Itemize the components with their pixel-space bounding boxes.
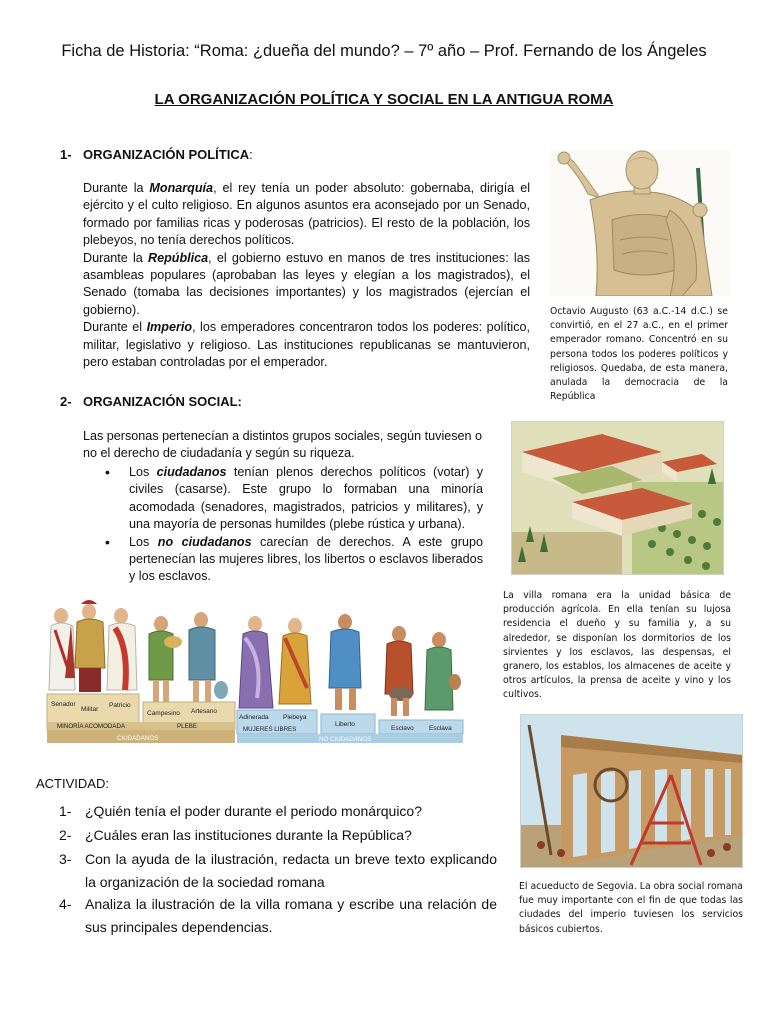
activity-label: ACTIVIDAD: <box>36 776 109 791</box>
figure-liberto <box>329 614 361 710</box>
figure-esclavo <box>385 626 413 716</box>
section2-intro: Las personas pertenecían a distintos grupos sociales, según tuviesen o no el derecho de ciudadanía y según su riqueza. <box>83 429 483 461</box>
acueducto-image <box>520 714 743 868</box>
worksheet-header: Ficha de Historia: “Roma: ¿dueña del mundo? – 7º año – Prof. Fernando de los Ángeles <box>61 42 707 60</box>
label-ciudadanos: CIUDADANOS <box>117 735 159 742</box>
page-title: LA ORGANIZACIÓN POLÍTICA Y SOCIAL EN LA ANTIGUA ROMA <box>154 91 614 108</box>
figure-plebeya <box>279 618 311 704</box>
label-senador: Senador <box>51 701 76 708</box>
villa-caption: La villa romana era la unidad básica de producción agrícola. En ella tenían su lujosa residencia el dueño y su familia y, a su alrededor, se disponían los dormitorios de los sirvientes y los esclavos, las despensas, el granero, los establos, los almacenes de aceite y otros artículos, la prensa de aceite y vino y los cultivos. <box>503 590 731 701</box>
acueducto-caption: El acueducto de Segovia. La obra social romana fue muy importante con el fin de que todas las ciudades del imperio tuviesen los servicios básicos cubiertos. <box>519 881 743 935</box>
label-adinerada: Adinerada <box>239 714 269 721</box>
label-plebeya: Plebeya <box>283 714 307 721</box>
label-mujeres: MUJERES LIBRES <box>243 726 297 733</box>
question-2: 2- ¿Cuáles eran las instituciones durante la República? <box>59 827 412 843</box>
label-no-ciudadanos: NO CIUDADANOS <box>319 736 372 743</box>
label-liberto: Liberto <box>335 721 355 728</box>
figure-esclava <box>425 632 461 710</box>
label-militar: Militar <box>81 706 99 713</box>
label-esclavo: Esclavo <box>391 725 414 732</box>
augusto-statue-image <box>550 150 730 296</box>
figure-patricio <box>107 608 137 690</box>
section1-body <box>83 180 530 371</box>
republica-paragraph: Durante la República, el gobierno estuvo en manos de tres instituciones: las asambleas populares (aprobaban las leyes y elegían a los magistrados), el Senado (tomaba las decisiones importantes) y los magistrados (ejercían el gobierno). <box>83 250 530 317</box>
question-1: 1- ¿Quién tenía el poder durante el periodo monárquico? <box>59 803 422 819</box>
question-4: 4- Analiza la ilustración de la villa romana y escribe una relación de sus principales dependencias. <box>59 896 497 935</box>
social-groups-list <box>129 464 483 586</box>
label-patricio: Patricio <box>109 702 131 709</box>
figure-artesano <box>189 612 228 702</box>
label-esclava: Esclava <box>429 725 452 732</box>
villa-romana-image <box>511 421 724 575</box>
question-3: 3- Con la ayuda de la ilustración, redacta un breve texto explicando la organización de la sociedad romana <box>59 851 497 890</box>
section1-heading: ORGANIZACIÓN POLÍTICA: <box>83 147 253 162</box>
figure-campesino <box>149 616 182 702</box>
figure-adinerada <box>239 616 273 708</box>
augusto-caption: Octavio Augusto (63 a.C.-14 d.C.) se convirtió, en el 27 a.C., en el primer emperador romano. Concentró en su persona todos los poderes políticos y religiosos. Quedaba, de esta manera, anulada la democracia de la República <box>550 306 728 403</box>
imperio-paragraph: Durante el Imperio, los emperadores concentraron todos los poderes: político, militar, legislativo y religioso. Las instituciones republicanas se mantuvieron, pero estaban controladas por el emperador. <box>83 320 531 370</box>
monarquia-paragraph: Durante la Monarquía, el rey tenía un poder absoluto: gobernaba, dirigía el ejército y el culto religioso. En algunos asuntos era aconsejado por un Senado, formado por familias ricas y poderosas (patricios). El resto de la población, los plebeyos, no tenía derechos políticos. <box>83 181 530 248</box>
section1-number: 1- <box>60 147 72 162</box>
label-minoria: MINORÍA ACOMODADA <box>57 723 126 730</box>
label-plebe: PLEBE <box>177 723 197 730</box>
section2-number: 2- <box>60 394 72 409</box>
social-groups-illustration <box>45 598 467 745</box>
label-artesano: Artesano <box>191 708 218 715</box>
bullet-no-ciudadanos: • Los no ciudadanos carecían de derechos. A este grupo pertenecían las mujeres libres, los libertos o esclavos liberados y los esclavos. <box>129 534 483 586</box>
bullet-ciudadanos: • Los ciudadanos tenían plenos derechos políticos (votar) y civiles (casarse). Este grupo lo formaban una minoría acomodada (senadores, magistrados, patricios y militares), y una mayoría de personas humildes (plebe rústica y urbana). <box>129 464 483 534</box>
section2-heading: ORGANIZACIÓN SOCIAL: <box>83 394 242 409</box>
label-campesino: Campesino <box>147 710 180 717</box>
